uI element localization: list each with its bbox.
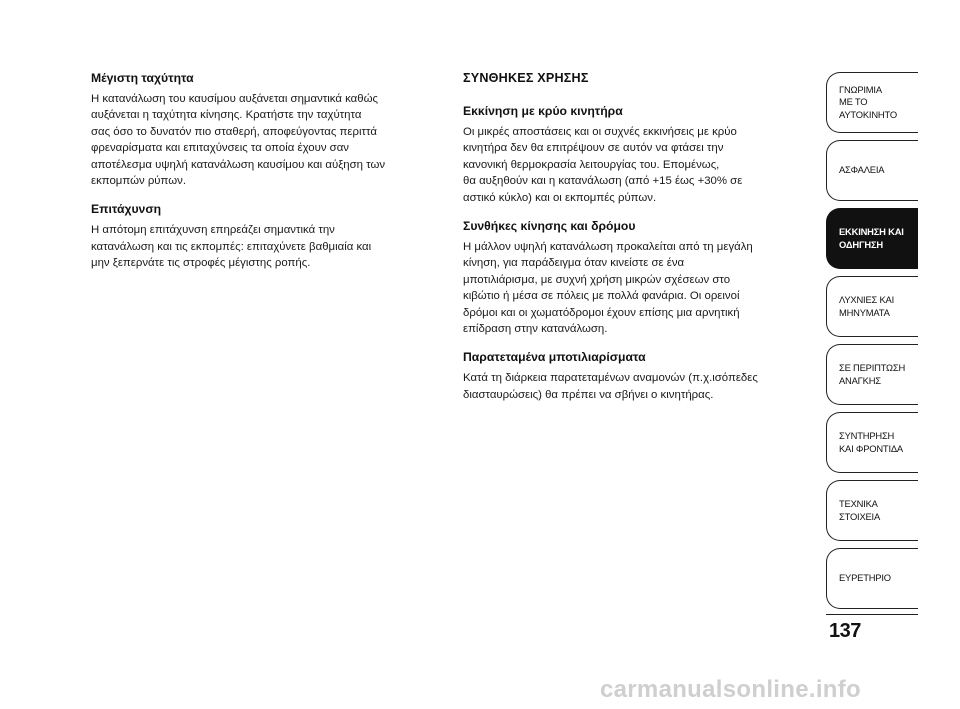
section-heading: Εκκίνηση με κρύο κινητήρα (463, 104, 623, 118)
section-body: Οι μικρές αποστάσεις και οι συχνές εκκινήσεις με κρύο κινητήρα δεν θα επιτρέψουν σε αυτόν να φτάσει την κανονική θερμοκρασία λειτουργίας του. Επομένως, θα αυξηθούν και η κατανάλωση (από +15 έως +30% σε αστικό κύκλο) και οι εκπομπές ρύπων. (463, 126, 743, 204)
tab-safety[interactable] (826, 140, 918, 201)
tab-label: ΕΥΡΕΤΗΡΙΟ (839, 572, 891, 584)
tab-label: ΛΥΧΝΙΕΣ ΚΑΙ ΜΗΝΥΜΑΤΑ (839, 294, 895, 318)
tab-starting-and-driving[interactable] (826, 208, 918, 269)
section-heading: Παρατεταμένα μποτιλιαρίσματα (463, 350, 646, 365)
section-heading: Μέγιστη ταχύτητα (91, 71, 194, 85)
section-body: Η κατανάλωση του καυσίμου αυξάνεται σημαντικά καθώς αυξάνεται η ταχύτητα κίνησης. Κρατήστε την ταχύτητα σας όσο το δυνατόν πιο σταθερή, αποφεύγοντας περιττά φρεναρίσματα και επιταχύνσεις τα οποία έχουν σαν αποτέλεσμα υψηλή κατανάλωση καυσίμου και αύξηση των εκπομπών ρύπων. (91, 93, 386, 188)
section-body: Κατά τη διάρκεια παρατεταμένων αναμονών (π.χ.ισόπεδες διασταυρώσεις) θα πρέπει να σβήνει ο κινητήρας. (463, 372, 758, 401)
tab-emergency[interactable] (826, 344, 918, 405)
section-traffic-jams (463, 349, 808, 403)
tab-maintenance[interactable] (826, 412, 918, 473)
right-column (463, 70, 808, 403)
section-max-speed (91, 70, 441, 189)
section-cold-start (463, 103, 808, 206)
chapter-tabs (826, 72, 918, 616)
tab-label: ΓΝΩΡΙΜΙΑ ΜΕ ΤΟ ΑΥΤΟΚΙΝΗΤΟ (839, 83, 897, 120)
tab-technical-data[interactable] (826, 480, 918, 541)
section-title: ΣΥΝΘΗΚΕΣ ΧΡΗΣΗΣ (463, 71, 589, 85)
section-body: Η μάλλον υψηλή κατανάλωση προκαλείται από τη μεγάλη κίνηση, για παράδειγμα όταν κινείστε σε ένα μποτιλιάρισμα, με συχνή χρήση μικρών σχέσεων στο κιβώτιο ή μέσα σε πόλεις με πολλά φανάρια. Οι ορεινοί δρόμοι και οι χωματόδρομοι έχουν επίσης μια αρνητική επίδραση στην κατανάλωση. (463, 241, 753, 336)
tab-label: ΑΣΦΑΛΕΙΑ (839, 164, 885, 176)
tab-label: ΤΕΧΝΙΚΑ ΣΤΟΙΧΕΙΑ (839, 498, 881, 522)
section-acceleration (91, 201, 441, 271)
section-heading: Επιτάχυνση (91, 202, 162, 217)
page-number-rule (826, 614, 918, 615)
tab-index[interactable] (826, 548, 918, 609)
tab-getting-to-know-car[interactable] (826, 72, 918, 133)
tab-label: ΣΕ ΠΕΡΙΠΤΩΣΗ ΑΝΑΓΚΗΣ (839, 362, 906, 386)
page-number: 137 (829, 620, 861, 642)
section-driving-conditions (463, 218, 808, 337)
tab-label: ΣΥΝΤΗΡΗΣΗ ΚΑΙ ΦΡΟΝΤΙΔΑ (839, 430, 903, 454)
section-body: Η απότομη επιτάχυνση επηρεάζει σημαντικά την κατανάλωση και τις εκπομπές: επιταχύνετε βαθμιαία και μην ξεπερνάτε τις στροφές μέγιστης ροπής. (91, 224, 372, 270)
tab-label: ΕΚΚΙΝΗΣΗ ΚΑΙ ΟΔΗΓΗΣΗ (839, 226, 904, 250)
left-column (91, 70, 441, 272)
section-heading: Συνθήκες κίνησης και δρόμου (463, 219, 636, 234)
tab-warning-lights[interactable] (826, 276, 918, 337)
watermark-text: carmanualsonline.info (600, 676, 862, 703)
